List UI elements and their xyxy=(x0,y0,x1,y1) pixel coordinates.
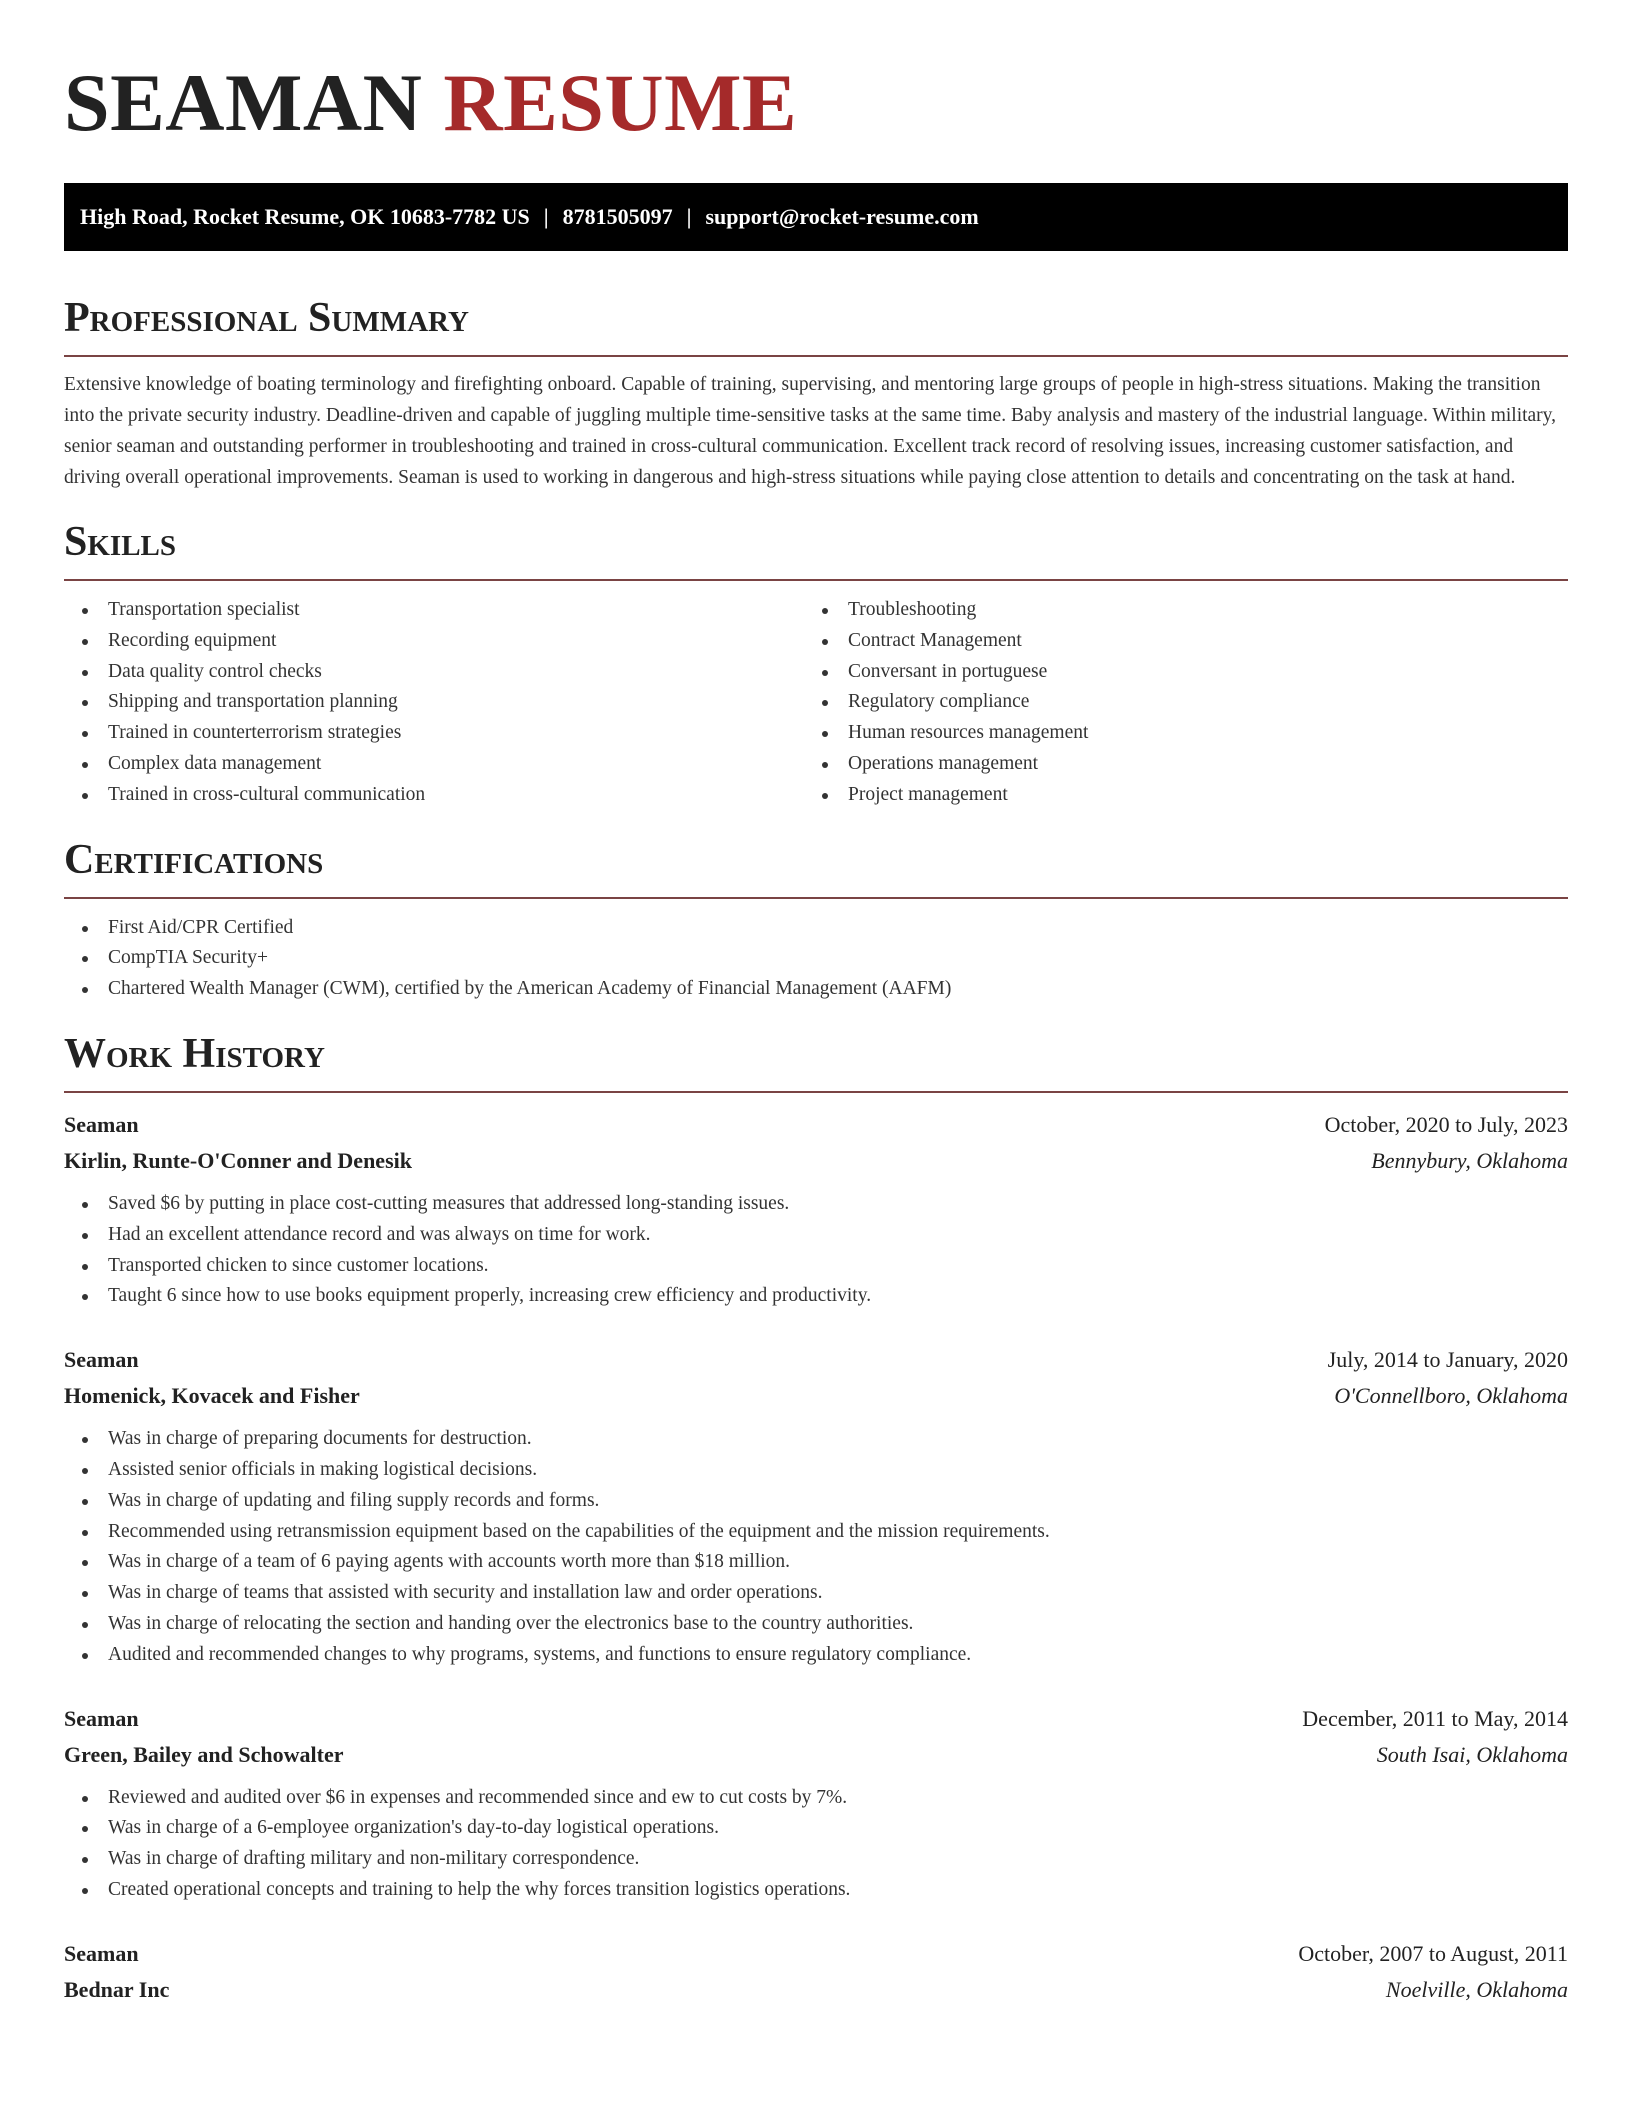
summary-title: Professional Summary xyxy=(64,291,1568,357)
job-location: O'Connellboro, Oklahoma xyxy=(1334,1383,1568,1409)
job-bullet: Had an excellent attendance record and was always on time for work. xyxy=(64,1220,1568,1251)
name-second: RESUME xyxy=(443,57,798,148)
skill-item: Regulatory compliance xyxy=(804,687,1544,718)
job-dates: October, 2020 to July, 2023 xyxy=(1324,1111,1568,1137)
summary-text: Extensive knowledge of boating terminology and firefighting onboard. Capable of training, supervising, and mentoring large groups of people in high-stress situations. Making the transition into the private security industry. Deadline-driven and capable of juggling multiple time-sensitive tasks at the same time. Baby analysis and mastery of the industrial language. Within military, senior seaman and outstanding performer in troubleshooting and trained in cross-cultural communication. Excellent track record of resolving issues, increasing customer satisfaction, and driving overall operational improvements. Seaman is used to working in dangerous and high-stress situations while paying close attention to details and concentrating on the task at hand. xyxy=(64,374,1557,488)
job-title: Seaman xyxy=(64,1940,139,1966)
job-company-row xyxy=(64,1143,1568,1179)
skill-item: Contract Management xyxy=(804,626,1544,657)
skill-item: Troubleshooting xyxy=(804,595,1544,626)
job-bullet: Reviewed and audited over $6 in expenses and recommended since and ew to cut costs by 7%. xyxy=(64,1783,1568,1814)
contact-separator: | xyxy=(686,204,692,229)
skill-item: Trained in counterterrorism strategies xyxy=(64,718,804,749)
job-entry xyxy=(64,1936,1568,2008)
job-bullet: Was in charge of updating and filing supply records and forms. xyxy=(64,1486,1568,1517)
contact-phone: 8781505097 xyxy=(562,204,673,229)
job-header-row xyxy=(64,1701,1568,1737)
skill-item: Human resources management xyxy=(804,718,1544,749)
skill-item: Data quality control checks xyxy=(64,657,804,688)
skills-grid xyxy=(64,595,1568,811)
job-header-row xyxy=(64,1936,1568,1972)
skill-item: Trained in cross-cultural communication xyxy=(64,780,804,811)
job-bullets xyxy=(64,1189,1568,1312)
skills-section xyxy=(64,515,1568,811)
job-bullets xyxy=(64,1424,1568,1670)
job-header-row xyxy=(64,1342,1568,1378)
skills-column-left xyxy=(64,595,804,811)
job-bullet: Was in charge of a 6-employee organization's day-to-day logistical operations. xyxy=(64,1813,1568,1844)
job-bullet: Created operational concepts and training to help the why forces transition logistics operations. xyxy=(64,1875,1568,1906)
job-entry xyxy=(64,1701,1568,1906)
job-company-row xyxy=(64,1972,1568,2008)
skill-item: Complex data management xyxy=(64,749,804,780)
resume-name xyxy=(64,0,1568,148)
contact-bar xyxy=(64,183,1568,251)
job-company: Bednar Inc xyxy=(64,1976,170,2002)
contact-separator: | xyxy=(543,204,549,229)
skill-item: Project management xyxy=(804,780,1544,811)
summary-section xyxy=(64,291,1568,493)
job-title: Seaman xyxy=(64,1111,139,1137)
skill-item: Conversant in portuguese xyxy=(804,657,1544,688)
job-bullet: Was in charge of preparing documents for destruction. xyxy=(64,1424,1568,1455)
skills-title: Skills xyxy=(64,515,1568,581)
certification-item: CompTIA Security+ xyxy=(64,943,1568,974)
job-bullet: Saved $6 by putting in place cost-cutting measures that addressed long-standing issues. xyxy=(64,1189,1568,1220)
job-entry xyxy=(64,1342,1568,1670)
job-company: Kirlin, Runte-O'Conner and Denesik xyxy=(64,1147,412,1173)
skill-item: Transportation specialist xyxy=(64,595,804,626)
certification-item: First Aid/CPR Certified xyxy=(64,913,1568,944)
job-dates: July, 2014 to January, 2020 xyxy=(1327,1347,1568,1373)
job-location: South Isai, Oklahoma xyxy=(1376,1741,1568,1767)
contact-address: High Road, Rocket Resume, OK 10683-7782 US xyxy=(80,204,530,229)
job-bullets xyxy=(64,1783,1568,1906)
certifications-title: Certifications xyxy=(64,833,1568,899)
skills-list-left xyxy=(64,595,804,811)
certification-item: Chartered Wealth Manager (CWM), certified by the American Academy of Financial Management (AAFM) xyxy=(64,974,1568,1005)
work-history-section xyxy=(64,1027,1568,2008)
certifications-list xyxy=(64,913,1568,1005)
job-bullet: Was in charge of drafting military and non-military correspondence. xyxy=(64,1844,1568,1875)
job-bullet: Transported chicken to since customer locations. xyxy=(64,1251,1568,1282)
job-bullet: Audited and recommended changes to why programs, systems, and functions to ensure regulatory compliance. xyxy=(64,1640,1568,1671)
job-entry xyxy=(64,1107,1568,1312)
job-bullet: Was in charge of relocating the section and handing over the electronics base to the country authorities. xyxy=(64,1609,1568,1640)
job-dates: December, 2011 to May, 2014 xyxy=(1302,1705,1568,1731)
skills-column-right xyxy=(804,595,1544,811)
name-first: SEAMAN xyxy=(64,57,423,148)
job-location: Bennybury, Oklahoma xyxy=(1371,1147,1568,1173)
job-bullet: Assisted senior officials in making logistical decisions. xyxy=(64,1455,1568,1486)
certifications-section xyxy=(64,833,1568,1005)
job-bullet: Was in charge of a team of 6 paying agents with accounts worth more than $18 million. xyxy=(64,1547,1568,1578)
work-history-title: Work History xyxy=(64,1027,1568,1093)
skills-list-right xyxy=(804,595,1544,811)
job-dates: October, 2007 to August, 2011 xyxy=(1298,1940,1568,1966)
job-company-row xyxy=(64,1378,1568,1414)
skill-item: Shipping and transportation planning xyxy=(64,687,804,718)
contact-email: support@rocket-resume.com xyxy=(705,204,979,229)
skill-item: Recording equipment xyxy=(64,626,804,657)
job-bullet: Recommended using retransmission equipment based on the capabilities of the equipment and the mission requirements. xyxy=(64,1517,1568,1548)
job-title: Seaman xyxy=(64,1705,139,1731)
job-bullet: Taught 6 since how to use books equipment properly, increasing crew efficiency and productivity. xyxy=(64,1281,1568,1312)
job-header-row xyxy=(64,1107,1568,1143)
job-title: Seaman xyxy=(64,1347,139,1373)
job-company: Homenick, Kovacek and Fisher xyxy=(64,1383,360,1409)
skill-item: Operations management xyxy=(804,749,1544,780)
job-company: Green, Bailey and Schowalter xyxy=(64,1741,344,1767)
job-company-row xyxy=(64,1737,1568,1773)
job-bullet: Was in charge of teams that assisted with security and installation law and order operations. xyxy=(64,1578,1568,1609)
job-location: Noelville, Oklahoma xyxy=(1385,1976,1568,2002)
